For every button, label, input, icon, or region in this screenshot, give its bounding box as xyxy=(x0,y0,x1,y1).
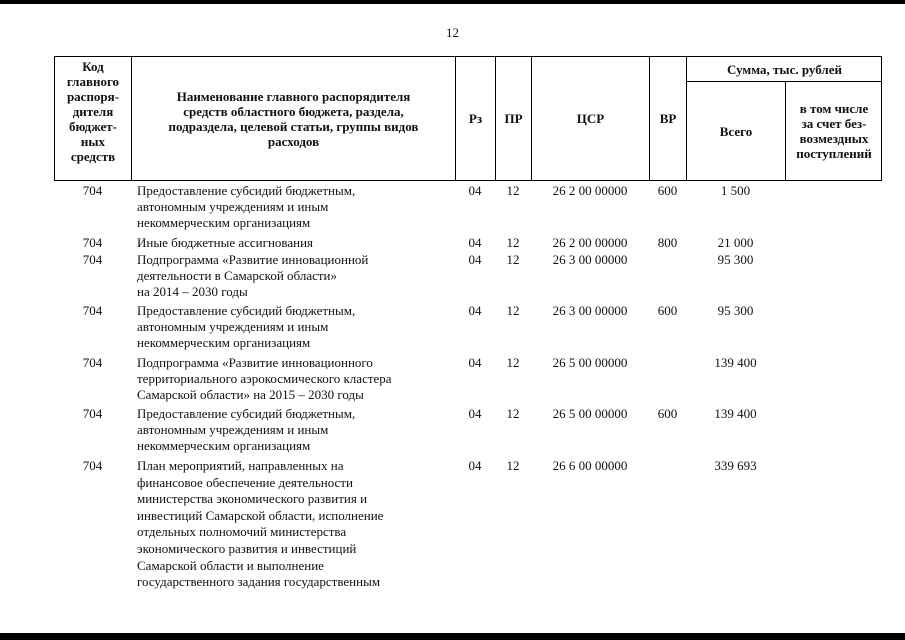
cell-total: 339 693 xyxy=(714,458,757,473)
cell-rz: 04 xyxy=(468,406,482,421)
cell-pr: 12 xyxy=(506,458,520,473)
cell-vr: 600 xyxy=(657,183,678,198)
cell-csr: 26 3 00 00000 xyxy=(552,303,628,318)
cell-code: 704 xyxy=(82,303,103,318)
cell-name: Предоставление субсидий бюджетным, автономным учреждениям и иным некоммерческим организациям xyxy=(137,183,356,230)
cell-total: 139 400 xyxy=(714,406,757,421)
cell-vr: 600 xyxy=(657,303,678,318)
cell-rz: 04 xyxy=(468,458,482,473)
header-rz: Рз xyxy=(468,111,483,126)
cell-rz: 04 xyxy=(468,252,482,267)
cell-name: Предоставление субсидий бюджетным, автономным учреждениям и иным некоммерческим организациям xyxy=(137,406,356,453)
cell-name: Подпрограмма «Развитие инновационного территориального аэрокосмического кластера Самарской области» на 2015 – 2030 годы xyxy=(137,355,392,402)
header-code: Код главного распоря- дителя бюджет- ных средств xyxy=(66,59,120,164)
cell-csr: 26 5 00 00000 xyxy=(552,355,628,370)
cell-rz: 04 xyxy=(468,183,482,198)
table-header xyxy=(54,56,882,181)
cell-csr: 26 2 00 00000 xyxy=(552,235,628,250)
cell-rz: 04 xyxy=(468,355,482,370)
header-total: Всего xyxy=(719,123,753,139)
cell-vr: 600 xyxy=(657,406,678,421)
cell-csr: 26 5 00 00000 xyxy=(552,406,628,421)
cell-total: 95 300 xyxy=(717,252,754,267)
cell-name: План мероприятий, направленных на финансовое обеспечение деятельности министерства экономического развития и инвестиций Самарской области, исполнение отдельных полномочий министерства экономического развития и инвестиций Самарской области и выполнение государственного задания государственным xyxy=(137,458,384,590)
cell-total: 21 000 xyxy=(717,235,754,250)
cell-name: Иные бюджетные ассигнования xyxy=(137,235,314,250)
cell-name: Подпрограмма «Развитие инновационной деятельности в Самарской области» на 2014 – 2030 годы xyxy=(137,252,369,299)
cell-pr: 12 xyxy=(506,252,520,267)
cell-pr: 12 xyxy=(506,303,520,318)
cell-code: 704 xyxy=(82,235,103,250)
cell-total: 1 500 xyxy=(720,183,751,198)
cell-pr: 12 xyxy=(506,355,520,370)
cell-code: 704 xyxy=(82,183,103,198)
cell-vr: 800 xyxy=(657,235,678,250)
cell-total: 139 400 xyxy=(714,355,757,370)
cell-name: Предоставление субсидий бюджетным, автономным учреждениям и иным некоммерческим организациям xyxy=(137,303,356,350)
cell-total: 95 300 xyxy=(717,303,754,318)
header-vr: ВР xyxy=(659,111,677,126)
cell-csr: 26 6 00 00000 xyxy=(552,458,628,473)
header-name: Наименование главного распорядителя средств областного бюджета, раздела, подраздела, целевой статьи, группы видов расходов xyxy=(168,88,419,149)
cell-code: 704 xyxy=(82,406,103,421)
cell-pr: 12 xyxy=(506,235,520,250)
scan-bottom-border xyxy=(0,633,905,640)
scan-top-border xyxy=(0,0,905,4)
header-pr: ПР xyxy=(504,111,523,126)
cell-csr: 26 2 00 00000 xyxy=(552,183,628,198)
header-csr: ЦСР xyxy=(576,111,605,126)
cell-pr: 12 xyxy=(506,183,520,198)
cell-pr: 12 xyxy=(506,406,520,421)
cell-csr: 26 3 00 00000 xyxy=(552,252,628,267)
cell-code: 704 xyxy=(82,458,103,473)
header-sum: Сумма, тыс. рублей xyxy=(727,61,842,77)
cell-rz: 04 xyxy=(468,303,482,318)
cell-code: 704 xyxy=(82,355,103,370)
cell-code: 704 xyxy=(82,252,103,267)
cell-rz: 04 xyxy=(468,235,482,250)
header-incl: в том числе за счет без- возмездных поступлений xyxy=(796,101,872,161)
page-number: 12 xyxy=(446,25,459,40)
